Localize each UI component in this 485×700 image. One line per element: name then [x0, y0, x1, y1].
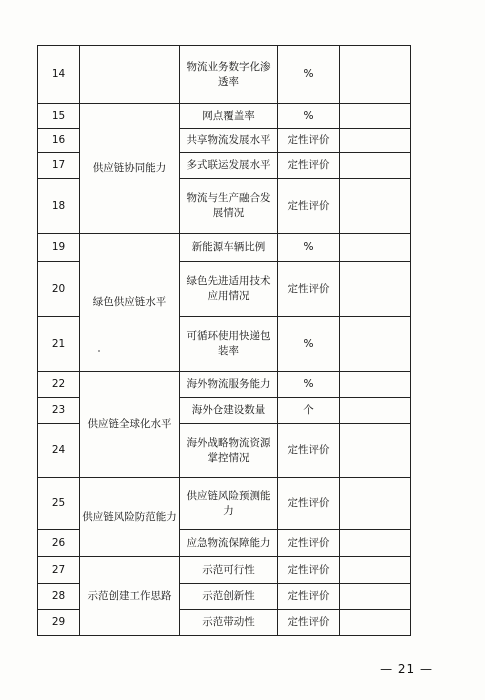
unit-cell: %: [278, 46, 340, 104]
page-number: — 21 —: [380, 662, 433, 676]
unit-cell: %: [278, 317, 340, 372]
indicator-cell: 海外物流服务能力: [180, 372, 278, 398]
category-cell: 供应链风险防范能力: [80, 478, 180, 557]
unit-cell: 个: [278, 398, 340, 424]
row-number: 22: [38, 372, 80, 398]
value-cell: [340, 424, 411, 478]
row-number: 28: [38, 584, 80, 610]
value-cell: [340, 104, 411, 129]
unit-cell: %: [278, 372, 340, 398]
indicator-cell: 应急物流保障能力: [180, 530, 278, 557]
row-number: 16: [38, 129, 80, 153]
row-number: 18: [38, 179, 80, 234]
row-number: 17: [38, 153, 80, 179]
table-row: [38, 478, 411, 530]
unit-cell: 定性评价: [278, 610, 340, 636]
indicator-cell: 示范创新性: [180, 584, 278, 610]
row-number: 29: [38, 610, 80, 636]
category-cell: 供应链全球化水平: [80, 372, 180, 478]
table-row: [38, 234, 411, 262]
value-cell: [340, 584, 411, 610]
value-cell: [340, 557, 411, 584]
unit-cell: 定性评价: [278, 262, 340, 317]
indicator-cell: 示范带动性: [180, 610, 278, 636]
indicator-table: [37, 45, 411, 636]
row-number: 19: [38, 234, 80, 262]
value-cell: [340, 478, 411, 530]
unit-cell: 定性评价: [278, 557, 340, 584]
value-cell: [340, 530, 411, 557]
value-cell: [340, 46, 411, 104]
category-cell-empty: [80, 46, 180, 104]
indicator-cell: 物流与生产融合发展情况: [180, 179, 278, 234]
value-cell: [340, 129, 411, 153]
row-number: 23: [38, 398, 80, 424]
indicator-cell: 海外仓建设数量: [180, 398, 278, 424]
unit-cell: 定性评价: [278, 530, 340, 557]
indicator-cell: 网点覆盖率: [180, 104, 278, 129]
indicator-cell: 供应链风险预测能力: [180, 478, 278, 530]
indicator-cell: 多式联运发展水平: [180, 153, 278, 179]
row-number: 15: [38, 104, 80, 129]
value-cell: [340, 610, 411, 636]
row-number: 26: [38, 530, 80, 557]
unit-cell: 定性评价: [278, 179, 340, 234]
table-row: [38, 104, 411, 129]
scan-speck: [98, 350, 100, 352]
row-number: 14: [38, 46, 80, 104]
unit-cell: %: [278, 104, 340, 129]
unit-cell: 定性评价: [278, 129, 340, 153]
unit-cell: 定性评价: [278, 424, 340, 478]
table-row: [38, 557, 411, 584]
value-cell: [340, 234, 411, 262]
row-number: 21: [38, 317, 80, 372]
row-number: 25: [38, 478, 80, 530]
unit-cell: 定性评价: [278, 478, 340, 530]
unit-cell: 定性评价: [278, 584, 340, 610]
category-cell: 供应链协同能力: [80, 104, 180, 234]
unit-cell: %: [278, 234, 340, 262]
value-cell: [340, 179, 411, 234]
unit-cell: 定性评价: [278, 153, 340, 179]
table-row: [38, 372, 411, 398]
table-row: [38, 46, 411, 104]
indicator-cell: 物流业务数字化渗透率: [180, 46, 278, 104]
indicator-cell: 共享物流发展水平: [180, 129, 278, 153]
value-cell: [340, 398, 411, 424]
indicator-cell: 可循环使用快递包装率: [180, 317, 278, 372]
value-cell: [340, 372, 411, 398]
value-cell: [340, 262, 411, 317]
row-number: 24: [38, 424, 80, 478]
indicator-cell: 海外战略物流资源掌控情况: [180, 424, 278, 478]
category-cell: 示范创建工作思路: [80, 557, 180, 636]
indicator-cell: 绿色先进适用技术应用情况: [180, 262, 278, 317]
row-number: 27: [38, 557, 80, 584]
indicator-cell: 示范可行性: [180, 557, 278, 584]
row-number: 20: [38, 262, 80, 317]
value-cell: [340, 317, 411, 372]
indicator-cell: 新能源车辆比例: [180, 234, 278, 262]
value-cell: [340, 153, 411, 179]
category-cell: 绿色供应链水平: [80, 234, 180, 372]
